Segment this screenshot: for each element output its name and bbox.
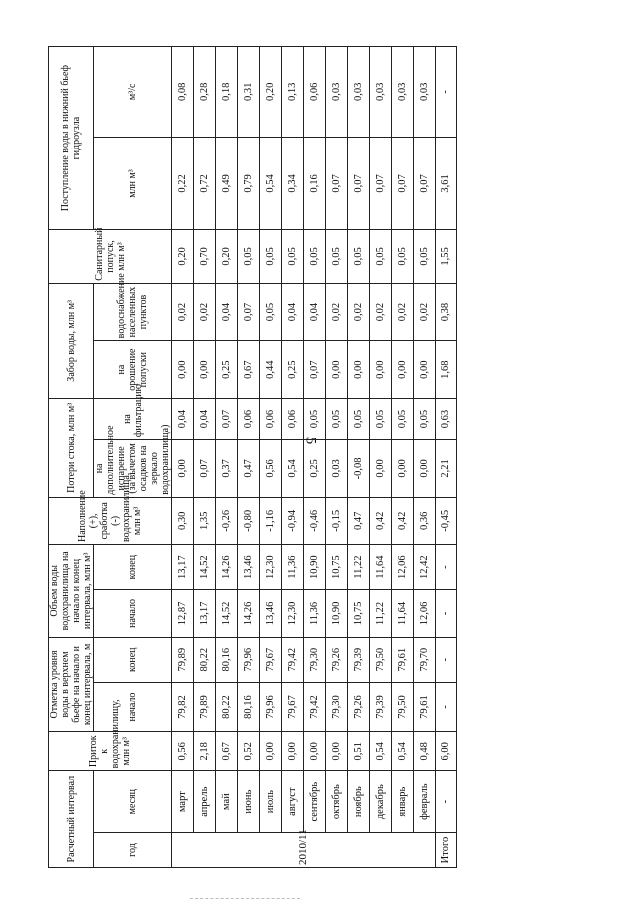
cell-month: январь [392, 771, 414, 833]
cell-san: 0,05 [414, 230, 436, 283]
total-out-v: 3,61 [436, 137, 457, 230]
total-month: - [436, 771, 457, 833]
cell-vol-e: 11,36 [282, 545, 304, 590]
cell-month: декабрь [370, 771, 392, 833]
cell-settl: 0,05 [260, 283, 282, 341]
rotated-table-container [48, 46, 452, 868]
cell-irr: 0,00 [392, 341, 414, 399]
cell-vol-e: 12,30 [260, 545, 282, 590]
cell-fill: -0,15 [326, 497, 348, 544]
cell-out-q: 0,28 [194, 47, 216, 138]
cell-lvl-e: 79,61 [392, 637, 414, 682]
header-unit-ms: м³/с [94, 47, 172, 138]
cell-out-q: 0,31 [238, 47, 260, 138]
cell-settl: 0,04 [304, 283, 326, 341]
cell-settl: 0,02 [414, 283, 436, 341]
total-lvl-s: - [436, 682, 457, 731]
cell-irr: 0,25 [282, 341, 304, 399]
cell-vol-e: 12,06 [392, 545, 414, 590]
cell-vol-s: 10,90 [326, 590, 348, 637]
cell-fill: 0,42 [392, 497, 414, 544]
cell-filt: 0,05 [414, 398, 436, 439]
table-row [414, 47, 436, 868]
total-san: 1,55 [436, 230, 457, 283]
table-row [392, 47, 414, 868]
cell-out-q: 0,13 [282, 47, 304, 138]
cell-inflow: 0,00 [260, 732, 282, 771]
cell-settl: 0,07 [238, 283, 260, 341]
cell-lvl-s: 79,42 [304, 682, 326, 731]
cell-month: август [282, 771, 304, 833]
cell-vol-e: 11,22 [348, 545, 370, 590]
total-inflow: 6,00 [436, 732, 457, 771]
cell-lvl-e: 79,67 [260, 637, 282, 682]
cell-irr: 0,00 [414, 341, 436, 399]
cell-lvl-s: 79,30 [326, 682, 348, 731]
cell-out-v: 0,79 [238, 137, 260, 230]
cell-evap: 0,07 [194, 440, 216, 498]
cell-inflow: 2,18 [194, 732, 216, 771]
water-balance-table-rotated [48, 46, 452, 868]
cell-san: 0,05 [392, 230, 414, 283]
cell-settl: 0,02 [194, 283, 216, 341]
cell-out-q: 0,08 [172, 47, 194, 138]
header-sanitary: Санитарный попуск, млн м³ [49, 230, 172, 283]
header-interval: Расчетный интервал [49, 771, 94, 868]
cell-vol-e: 14,52 [194, 545, 216, 590]
cell-out-q: 0,03 [370, 47, 392, 138]
cell-out-q: 0,03 [348, 47, 370, 138]
cell-vol-s: 14,52 [216, 590, 238, 637]
cell-month: март [172, 771, 194, 833]
cell-fill: -0,26 [216, 497, 238, 544]
cell-vol-e: 12,42 [414, 545, 436, 590]
cell-filt: 0,04 [172, 398, 194, 439]
cell-san: 0,20 [172, 230, 194, 283]
cell-lvl-e: 79,96 [238, 637, 260, 682]
total-label: Итого [436, 833, 457, 868]
cell-month: июнь [238, 771, 260, 833]
cell-lvl-s: 79,26 [348, 682, 370, 731]
table-row [260, 47, 282, 868]
table-row [238, 47, 260, 868]
header-inflow: Приток к водохранилищу, млн м³ [49, 732, 172, 771]
cell-filt: 0,05 [348, 398, 370, 439]
cell-out-v: 0,34 [282, 137, 304, 230]
cell-inflow: 0,00 [282, 732, 304, 771]
cell-inflow: 0,52 [238, 732, 260, 771]
cell-fill: -0,94 [282, 497, 304, 544]
cell-month: май [216, 771, 238, 833]
cell-lvl-s: 79,96 [260, 682, 282, 731]
cell-out-v: 0,72 [194, 137, 216, 230]
table-row [348, 47, 370, 868]
cell-lvl-e: 79,30 [304, 637, 326, 682]
cell-vol-s: 10,75 [348, 590, 370, 637]
cell-lvl-e: 79,50 [370, 637, 392, 682]
cell-vol-s: 11,64 [392, 590, 414, 637]
cell-filt: 0,07 [216, 398, 238, 439]
cell-settl: 0,02 [326, 283, 348, 341]
header-outflow: Поступление воды в нижний бьеф гидроузла [49, 47, 94, 230]
cell-evap: 0,37 [216, 440, 238, 498]
header-withdrawal: Забор воды, млн м³ [49, 283, 94, 398]
cell-out-v: 0,07 [392, 137, 414, 230]
cell-evap: 0,00 [370, 440, 392, 498]
cell-evap: 0,00 [414, 440, 436, 498]
cell-vol-e: 14,26 [216, 545, 238, 590]
table-row [172, 47, 194, 868]
cell-month: октябрь [326, 771, 348, 833]
cell-irr: 0,25 [216, 341, 238, 399]
cell-irr: 0,07 [304, 341, 326, 399]
cell-filt: 0,05 [304, 398, 326, 439]
cell-month: февраль [414, 771, 436, 833]
cell-settl: 0,02 [392, 283, 414, 341]
cell-out-q: 0,18 [216, 47, 238, 138]
cell-settl: 0,04 [216, 283, 238, 341]
cell-vol-e: 10,75 [326, 545, 348, 590]
header-level-start: начало [94, 682, 172, 731]
cell-irr: 0,00 [194, 341, 216, 399]
cell-irr: 0,00 [348, 341, 370, 399]
total-vol-s: - [436, 590, 457, 637]
cell-out-v: 0,22 [172, 137, 194, 230]
cell-settl: 0,02 [370, 283, 392, 341]
cell-evap: -0,08 [348, 440, 370, 498]
total-out-q: - [436, 47, 457, 138]
cell-evap: 0,54 [282, 440, 304, 498]
cell-irr: 0,00 [370, 341, 392, 399]
cell-lvl-e: 79,89 [172, 637, 194, 682]
cell-san: 0,70 [194, 230, 216, 283]
cell-vol-s: 11,36 [304, 590, 326, 637]
cell-irr: 0,44 [260, 341, 282, 399]
total-settl: 0,38 [436, 283, 457, 341]
total-filt: 0,63 [436, 398, 457, 439]
header-level-end: конец [94, 637, 172, 682]
cell-inflow: 0,00 [326, 732, 348, 771]
cell-out-v: 0,49 [216, 137, 238, 230]
table-row [194, 47, 216, 868]
cell-month: сентябрь [304, 771, 326, 833]
cell-filt: 0,04 [194, 398, 216, 439]
total-vol-e: - [436, 545, 457, 590]
cell-inflow: 0,51 [348, 732, 370, 771]
cell-inflow: 0,56 [172, 732, 194, 771]
cell-lvl-e: 80,22 [194, 637, 216, 682]
header-losses-filt: на фильтрацию [94, 398, 172, 439]
cell-fill: 0,36 [414, 497, 436, 544]
cell-vol-e: 13,46 [238, 545, 260, 590]
cell-irr: 0,00 [172, 341, 194, 399]
header-volume-start: начало [94, 590, 172, 637]
cell-san: 0,05 [260, 230, 282, 283]
cell-inflow: 0,00 [304, 732, 326, 771]
cell-vol-e: 10,90 [304, 545, 326, 590]
cell-inflow: 0,48 [414, 732, 436, 771]
header-withdrawal-irr: на орошение попуски [94, 341, 172, 399]
cell-filt: 0,05 [392, 398, 414, 439]
table-row [304, 47, 326, 868]
cell-out-v: 0,07 [348, 137, 370, 230]
cell-fill: -0,80 [238, 497, 260, 544]
page-number: 5 [302, 436, 319, 445]
header-year: год [94, 833, 172, 868]
cell-out-v: 0,54 [260, 137, 282, 230]
total-row [436, 47, 457, 868]
scan-artifact-line [190, 898, 300, 899]
cell-fill: -1,16 [260, 497, 282, 544]
table-row [216, 47, 238, 868]
cell-evap: 0,00 [392, 440, 414, 498]
cell-fill: 0,47 [348, 497, 370, 544]
cell-filt: 0,05 [326, 398, 348, 439]
cell-inflow: 0,67 [216, 732, 238, 771]
header-unit-mln: млн м³ [94, 137, 172, 230]
cell-vol-s: 14,26 [238, 590, 260, 637]
cell-vol-s: 13,17 [194, 590, 216, 637]
cell-san: 0,05 [348, 230, 370, 283]
cell-lvl-s: 79,67 [282, 682, 304, 731]
cell-lvl-s: 79,61 [414, 682, 436, 731]
cell-inflow: 0,54 [370, 732, 392, 771]
cell-vol-s: 12,30 [282, 590, 304, 637]
table-row [282, 47, 304, 868]
header-volume-end: конец [94, 545, 172, 590]
header-withdrawal-settl: водоснабжение населенных пунктов [94, 283, 172, 341]
cell-lvl-e: 79,26 [326, 637, 348, 682]
cell-fill: -0,46 [304, 497, 326, 544]
cell-filt: 0,06 [282, 398, 304, 439]
cell-evap: 0,00 [172, 440, 194, 498]
cell-lvl-s: 79,39 [370, 682, 392, 731]
cell-lvl-s: 79,82 [172, 682, 194, 731]
header-losses-evap: на дополнительное испарение (за вычетом осадков на зеркало водохранилища) [94, 440, 172, 498]
cell-irr: 0,67 [238, 341, 260, 399]
cell-vol-e: 11,64 [370, 545, 392, 590]
cell-filt: 0,06 [238, 398, 260, 439]
header-level: Отметка уровня воды в верхнем бьефе на начало и конец интервала, м [49, 637, 94, 732]
header-volume: Объем воды водохранилища на начало и конец интервала, млн м³ [49, 545, 94, 638]
cell-lvl-s: 79,89 [194, 682, 216, 731]
water-balance-table [48, 46, 457, 868]
cell-month: июль [260, 771, 282, 833]
header-fill: Наполнение (+), сработка (-) водохранилища, млн м³ [49, 497, 172, 544]
cell-inflow: 0,54 [392, 732, 414, 771]
cell-settl: 0,04 [282, 283, 304, 341]
cell-lvl-s: 80,16 [238, 682, 260, 731]
cell-lvl-e: 80,16 [216, 637, 238, 682]
cell-out-q: 0,06 [304, 47, 326, 138]
header-losses: Потери стока, млн м³ [49, 398, 94, 497]
cell-san: 0,05 [304, 230, 326, 283]
cell-vol-s: 11,22 [370, 590, 392, 637]
cell-settl: 0,02 [172, 283, 194, 341]
cell-irr: 0,00 [326, 341, 348, 399]
cell-lvl-e: 79,39 [348, 637, 370, 682]
cell-evap: 0,25 [304, 440, 326, 498]
cell-out-q: 0,03 [326, 47, 348, 138]
cell-lvl-s: 79,50 [392, 682, 414, 731]
cell-san: 0,05 [326, 230, 348, 283]
cell-vol-s: 13,46 [260, 590, 282, 637]
cell-out-v: 0,16 [304, 137, 326, 230]
cell-san: 0,05 [282, 230, 304, 283]
cell-settl: 0,02 [348, 283, 370, 341]
cell-month: ноябрь [348, 771, 370, 833]
cell-san: 0,05 [370, 230, 392, 283]
cell-month: апрель [194, 771, 216, 833]
cell-out-q: 0,03 [414, 47, 436, 138]
cell-out-v: 0,07 [326, 137, 348, 230]
cell-vol-s: 12,87 [172, 590, 194, 637]
total-lvl-e: - [436, 637, 457, 682]
total-fill: -0,45 [436, 497, 457, 544]
cell-san: 0,05 [238, 230, 260, 283]
cell-filt: 0,05 [370, 398, 392, 439]
cell-out-q: 0,03 [392, 47, 414, 138]
cell-lvl-s: 80,22 [216, 682, 238, 731]
table-row [326, 47, 348, 868]
header-month: месяц [94, 771, 172, 833]
cell-out-v: 0,07 [370, 137, 392, 230]
cell-vol-s: 12,06 [414, 590, 436, 637]
cell-evap: 0,03 [326, 440, 348, 498]
cell-san: 0,20 [216, 230, 238, 283]
cell-vol-e: 13,17 [172, 545, 194, 590]
total-evap: 2,21 [436, 440, 457, 498]
cell-lvl-e: 79,42 [282, 637, 304, 682]
year-cell: 2010/11 [172, 833, 436, 868]
total-irr: 1,68 [436, 341, 457, 399]
table-row [370, 47, 392, 868]
cell-fill: 0,30 [172, 497, 194, 544]
cell-fill: 0,42 [370, 497, 392, 544]
cell-out-q: 0,20 [260, 47, 282, 138]
cell-fill: 1,35 [194, 497, 216, 544]
cell-filt: 0,06 [260, 398, 282, 439]
cell-lvl-e: 79,70 [414, 637, 436, 682]
cell-out-v: 0,07 [414, 137, 436, 230]
cell-evap: 0,47 [238, 440, 260, 498]
cell-evap: 0,56 [260, 440, 282, 498]
